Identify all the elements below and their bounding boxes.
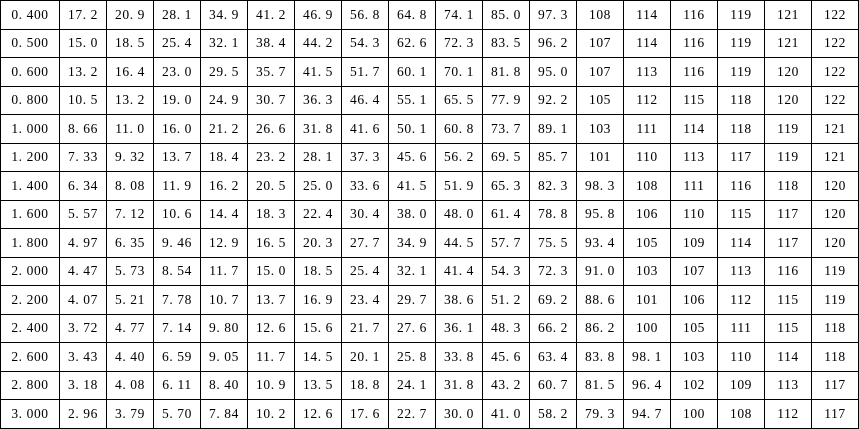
table-cell-value: 16. 0 (154, 115, 201, 144)
table-cell-value: 23. 4 (342, 286, 389, 315)
table-cell-value: 54. 3 (483, 257, 530, 286)
table-cell-value: 116 (765, 257, 812, 286)
table-cell-value: 27. 6 (389, 314, 436, 343)
table-cell-value: 114 (671, 115, 718, 144)
table-cell-value: 81. 8 (483, 58, 530, 87)
table-cell-value: 9. 05 (201, 343, 248, 372)
table-cell-value: 38. 0 (389, 200, 436, 229)
table-cell-value: 38. 4 (248, 29, 295, 58)
table-cell-value: 51. 7 (342, 58, 389, 87)
table-cell-value: 19. 0 (154, 86, 201, 115)
table-cell-value: 2. 96 (60, 400, 107, 429)
table-cell-value: 24. 9 (201, 86, 248, 115)
table-cell-value: 118 (812, 314, 859, 343)
table-cell-value: 120 (812, 200, 859, 229)
table-cell-value: 25. 4 (154, 29, 201, 58)
table-cell-value: 119 (718, 29, 765, 58)
table-cell-value: 51. 9 (436, 172, 483, 201)
table-cell-value: 117 (765, 229, 812, 258)
table-cell-value: 4. 97 (60, 229, 107, 258)
table-cell-value: 92. 2 (530, 86, 577, 115)
table-cell-value: 113 (671, 143, 718, 172)
table-cell-value: 98. 1 (624, 343, 671, 372)
table-cell-index: 0. 600 (1, 58, 60, 87)
table-cell-value: 108 (718, 400, 765, 429)
table-cell-value: 56. 2 (436, 143, 483, 172)
table-cell-value: 116 (671, 1, 718, 30)
table-cell-value: 11. 9 (154, 172, 201, 201)
table-cell-value: 10. 5 (60, 86, 107, 115)
table-cell-index: 2. 000 (1, 257, 60, 286)
table-cell-value: 14. 4 (201, 200, 248, 229)
table-cell-value: 109 (671, 229, 718, 258)
table-cell-value: 13. 7 (154, 143, 201, 172)
table-cell-value: 16. 2 (201, 172, 248, 201)
table-cell-value: 7. 14 (154, 314, 201, 343)
table-row (1, 86, 859, 115)
table-cell-value: 100 (671, 400, 718, 429)
table-row (1, 29, 859, 58)
table-cell-value: 5. 21 (107, 286, 154, 315)
table-cell-value: 111 (718, 314, 765, 343)
table-row (1, 58, 859, 87)
table-cell-value: 31. 8 (436, 371, 483, 400)
table-cell-value: 105 (671, 314, 718, 343)
table-cell-value: 48. 3 (483, 314, 530, 343)
table-cell-value: 15. 6 (295, 314, 342, 343)
table-cell-value: 30. 7 (248, 86, 295, 115)
table-cell-value: 58. 2 (530, 400, 577, 429)
table-cell-value: 60. 8 (436, 115, 483, 144)
table-cell-value: 13. 2 (107, 86, 154, 115)
table-cell-value: 13. 5 (295, 371, 342, 400)
table-cell-index: 2. 200 (1, 286, 60, 315)
table-row (1, 314, 859, 343)
table-cell-value: 122 (812, 29, 859, 58)
table-cell-index: 1. 400 (1, 172, 60, 201)
table-cell-value: 115 (671, 86, 718, 115)
table-cell-value: 79. 3 (577, 400, 624, 429)
table-row (1, 115, 859, 144)
table-cell-value: 107 (577, 29, 624, 58)
table-cell-value: 27. 7 (342, 229, 389, 258)
table-cell-value: 16. 9 (295, 286, 342, 315)
table-cell-value: 119 (718, 1, 765, 30)
table-cell-value: 119 (718, 58, 765, 87)
table-cell-value: 32. 1 (389, 257, 436, 286)
table-cell-value: 8. 40 (201, 371, 248, 400)
table-cell-value: 75. 5 (530, 229, 577, 258)
table-cell-value: 55. 1 (389, 86, 436, 115)
table-cell-value: 41. 0 (483, 400, 530, 429)
table-cell-value: 10. 9 (248, 371, 295, 400)
table-cell-index: 0. 400 (1, 1, 60, 30)
table-cell-value: 6. 59 (154, 343, 201, 372)
table-cell-value: 4. 77 (107, 314, 154, 343)
table-cell-value: 111 (624, 115, 671, 144)
table-cell-value: 120 (812, 229, 859, 258)
table-cell-value: 43. 2 (483, 371, 530, 400)
table-cell-value: 48. 0 (436, 200, 483, 229)
table-cell-value: 113 (765, 371, 812, 400)
table-cell-value: 25. 0 (295, 172, 342, 201)
table-cell-value: 17. 2 (60, 1, 107, 30)
table-cell-value: 5. 70 (154, 400, 201, 429)
table-cell-value: 118 (718, 86, 765, 115)
table-cell-value: 72. 3 (436, 29, 483, 58)
table-cell-value: 15. 0 (60, 29, 107, 58)
table-cell-value: 33. 6 (342, 172, 389, 201)
table-cell-value: 120 (812, 172, 859, 201)
table-cell-value: 120 (765, 58, 812, 87)
table-cell-value: 10. 7 (201, 286, 248, 315)
table-cell-value: 118 (718, 115, 765, 144)
table-cell-value: 69. 5 (483, 143, 530, 172)
table-row (1, 371, 859, 400)
table-cell-value: 21. 2 (201, 115, 248, 144)
table-cell-value: 38. 6 (436, 286, 483, 315)
table-cell-value: 118 (812, 343, 859, 372)
table-cell-value: 18. 3 (248, 200, 295, 229)
table-cell-value: 16. 4 (107, 58, 154, 87)
table-cell-value: 62. 6 (389, 29, 436, 58)
table-cell-value: 115 (765, 314, 812, 343)
table-cell-value: 50. 1 (389, 115, 436, 144)
table-cell-value: 7. 84 (201, 400, 248, 429)
table-cell-value: 3. 72 (60, 314, 107, 343)
table-cell-value: 81. 5 (577, 371, 624, 400)
table-cell-value: 34. 9 (389, 229, 436, 258)
table-cell-value: 46. 9 (295, 1, 342, 30)
table-cell-index: 2. 600 (1, 343, 60, 372)
table-cell-value: 103 (624, 257, 671, 286)
table-cell-value: 16. 5 (248, 229, 295, 258)
table-cell-value: 9. 80 (201, 314, 248, 343)
table-cell-value: 117 (718, 143, 765, 172)
table-cell-value: 28. 1 (295, 143, 342, 172)
table-row (1, 172, 859, 201)
table-cell-value: 25. 8 (389, 343, 436, 372)
table-cell-value: 6. 34 (60, 172, 107, 201)
table-cell-value: 119 (812, 286, 859, 315)
table-cell-index: 2. 800 (1, 371, 60, 400)
table-cell-value: 20. 1 (342, 343, 389, 372)
table-cell-index: 3. 000 (1, 400, 60, 429)
table-cell-value: 44. 2 (295, 29, 342, 58)
table-cell-value: 114 (624, 29, 671, 58)
table-cell-value: 5. 73 (107, 257, 154, 286)
table-cell-value: 60. 1 (389, 58, 436, 87)
table-cell-value: 12. 9 (201, 229, 248, 258)
table-cell-value: 119 (765, 143, 812, 172)
table-cell-value: 91. 0 (577, 257, 624, 286)
table-cell-value: 119 (765, 115, 812, 144)
table-cell-value: 24. 1 (389, 371, 436, 400)
table-row (1, 200, 859, 229)
table-row (1, 400, 859, 429)
table-row (1, 143, 859, 172)
table-cell-value: 69. 2 (530, 286, 577, 315)
table-cell-value: 122 (812, 86, 859, 115)
table-cell-value: 82. 3 (530, 172, 577, 201)
table-cell-value: 121 (765, 29, 812, 58)
table-cell-value: 3. 79 (107, 400, 154, 429)
table-cell-value: 12. 6 (295, 400, 342, 429)
table-cell-value: 106 (671, 286, 718, 315)
table-cell-value: 107 (577, 58, 624, 87)
table-cell-value: 41. 4 (436, 257, 483, 286)
table-cell-value: 23. 0 (154, 58, 201, 87)
table-cell-value: 20. 5 (248, 172, 295, 201)
table-cell-value: 65. 5 (436, 86, 483, 115)
table-cell-value: 5. 57 (60, 200, 107, 229)
table-cell-value: 7. 12 (107, 200, 154, 229)
table-cell-value: 18. 5 (107, 29, 154, 58)
table-cell-value: 108 (577, 1, 624, 30)
table-cell-value: 28. 1 (154, 1, 201, 30)
table-cell-value: 8. 08 (107, 172, 154, 201)
table-cell-index: 0. 800 (1, 86, 60, 115)
table-cell-value: 12. 6 (248, 314, 295, 343)
table-cell-value: 37. 3 (342, 143, 389, 172)
table-cell-value: 22. 4 (295, 200, 342, 229)
table-cell-value: 33. 8 (436, 343, 483, 372)
table-cell-value: 122 (812, 1, 859, 30)
table-cell-value: 111 (671, 172, 718, 201)
table-cell-index: 2. 400 (1, 314, 60, 343)
table-cell-value: 70. 1 (436, 58, 483, 87)
table-cell-value: 10. 6 (154, 200, 201, 229)
table-cell-value: 63. 4 (530, 343, 577, 372)
table-cell-value: 26. 6 (248, 115, 295, 144)
table-cell-value: 95. 8 (577, 200, 624, 229)
table-body (1, 1, 859, 429)
table-cell-value: 57. 7 (483, 229, 530, 258)
table-cell-index: 1. 800 (1, 229, 60, 258)
table-cell-value: 116 (718, 172, 765, 201)
table-cell-value: 107 (671, 257, 718, 286)
table-cell-value: 30. 0 (436, 400, 483, 429)
table-cell-value: 110 (718, 343, 765, 372)
table-cell-value: 15. 0 (248, 257, 295, 286)
table-cell-value: 117 (812, 371, 859, 400)
table-cell-value: 112 (765, 400, 812, 429)
table-cell-value: 8. 66 (60, 115, 107, 144)
table-cell-value: 103 (577, 115, 624, 144)
table-cell-value: 41. 5 (389, 172, 436, 201)
table-cell-value: 4. 07 (60, 286, 107, 315)
table-cell-value: 11. 0 (107, 115, 154, 144)
table-cell-value: 117 (812, 400, 859, 429)
table-cell-value: 113 (624, 58, 671, 87)
table-cell-value: 17. 6 (342, 400, 389, 429)
table-cell-value: 7. 33 (60, 143, 107, 172)
table-cell-value: 56. 8 (342, 1, 389, 30)
table-cell-value: 45. 6 (483, 343, 530, 372)
table-cell-value: 72. 3 (530, 257, 577, 286)
table-cell-value: 112 (624, 86, 671, 115)
table-cell-value: 105 (624, 229, 671, 258)
table-row (1, 286, 859, 315)
table-cell-value: 64. 8 (389, 1, 436, 30)
table-cell-value: 45. 6 (389, 143, 436, 172)
table-cell-value: 7. 78 (154, 286, 201, 315)
table-cell-value: 119 (812, 257, 859, 286)
table-cell-value: 93. 4 (577, 229, 624, 258)
table-cell-value: 83. 8 (577, 343, 624, 372)
table-cell-value: 117 (765, 200, 812, 229)
table-cell-value: 73. 7 (483, 115, 530, 144)
table-cell-value: 51. 2 (483, 286, 530, 315)
table-cell-value: 3. 43 (60, 343, 107, 372)
table-cell-value: 88. 6 (577, 286, 624, 315)
table-cell-value: 113 (718, 257, 765, 286)
table-cell-value: 114 (718, 229, 765, 258)
table-cell-value: 121 (812, 143, 859, 172)
table-cell-index: 1. 600 (1, 200, 60, 229)
table-cell-index: 0. 500 (1, 29, 60, 58)
table-cell-value: 115 (765, 286, 812, 315)
table-cell-value: 122 (812, 58, 859, 87)
table-row (1, 343, 859, 372)
table-cell-value: 18. 4 (201, 143, 248, 172)
table-cell-value: 100 (624, 314, 671, 343)
table-cell-value: 94. 7 (624, 400, 671, 429)
table-cell-value: 34. 9 (201, 1, 248, 30)
table-cell-value: 3. 18 (60, 371, 107, 400)
table-cell-value: 35. 7 (248, 58, 295, 87)
table-cell-value: 105 (577, 86, 624, 115)
table-cell-value: 74. 1 (436, 1, 483, 30)
table-cell-value: 65. 3 (483, 172, 530, 201)
table-row (1, 229, 859, 258)
table-cell-value: 4. 47 (60, 257, 107, 286)
table-cell-value: 61. 4 (483, 200, 530, 229)
table-cell-value: 9. 32 (107, 143, 154, 172)
table-cell-value: 116 (671, 29, 718, 58)
table-cell-value: 114 (624, 1, 671, 30)
table-cell-value: 86. 2 (577, 314, 624, 343)
table-cell-value: 108 (624, 172, 671, 201)
table-cell-value: 41. 5 (295, 58, 342, 87)
table-cell-value: 78. 8 (530, 200, 577, 229)
table-cell-value: 9. 46 (154, 229, 201, 258)
table-cell-value: 13. 2 (60, 58, 107, 87)
table-cell-value: 10. 2 (248, 400, 295, 429)
table-cell-value: 102 (671, 371, 718, 400)
table-row (1, 1, 859, 30)
table-cell-value: 46. 4 (342, 86, 389, 115)
table-cell-value: 121 (812, 115, 859, 144)
table-cell-value: 66. 2 (530, 314, 577, 343)
table-cell-value: 31. 8 (295, 115, 342, 144)
table-cell-value: 18. 8 (342, 371, 389, 400)
table-cell-value: 97. 3 (530, 1, 577, 30)
table-row (1, 257, 859, 286)
table-cell-value: 14. 5 (295, 343, 342, 372)
table-cell-value: 77. 9 (483, 86, 530, 115)
table-cell-value: 114 (765, 343, 812, 372)
table-cell-value: 101 (624, 286, 671, 315)
table-cell-value: 109 (718, 371, 765, 400)
table-cell-value: 6. 11 (154, 371, 201, 400)
table-cell-value: 32. 1 (201, 29, 248, 58)
table-cell-value: 120 (765, 86, 812, 115)
table-cell-value: 29. 5 (201, 58, 248, 87)
table-cell-value: 8. 54 (154, 257, 201, 286)
table-cell-value: 22. 7 (389, 400, 436, 429)
table-cell-value: 110 (624, 143, 671, 172)
table-cell-value: 106 (624, 200, 671, 229)
table-cell-value: 121 (765, 1, 812, 30)
table-cell-value: 115 (718, 200, 765, 229)
table-cell-value: 85. 7 (530, 143, 577, 172)
table-cell-value: 23. 2 (248, 143, 295, 172)
table-cell-value: 103 (671, 343, 718, 372)
table-cell-value: 118 (765, 172, 812, 201)
table-cell-index: 1. 000 (1, 115, 60, 144)
table-cell-value: 29. 7 (389, 286, 436, 315)
table-cell-value: 11. 7 (201, 257, 248, 286)
table-cell-value: 96. 4 (624, 371, 671, 400)
table-cell-value: 36. 3 (295, 86, 342, 115)
table-cell-value: 101 (577, 143, 624, 172)
table-cell-value: 4. 08 (107, 371, 154, 400)
table-cell-value: 112 (718, 286, 765, 315)
table-cell-value: 96. 2 (530, 29, 577, 58)
table-cell-value: 110 (671, 200, 718, 229)
table-cell-value: 116 (671, 58, 718, 87)
table-cell-value: 20. 3 (295, 229, 342, 258)
table-cell-value: 54. 3 (342, 29, 389, 58)
table-cell-value: 11. 7 (248, 343, 295, 372)
table-cell-value: 95. 0 (530, 58, 577, 87)
table-cell-value: 41. 2 (248, 1, 295, 30)
table-cell-value: 30. 4 (342, 200, 389, 229)
table-cell-value: 85. 0 (483, 1, 530, 30)
table-cell-value: 83. 5 (483, 29, 530, 58)
table-cell-value: 13. 7 (248, 286, 295, 315)
table-cell-value: 4. 40 (107, 343, 154, 372)
table-cell-value: 60. 7 (530, 371, 577, 400)
table-cell-value: 25. 4 (342, 257, 389, 286)
table-cell-value: 21. 7 (342, 314, 389, 343)
table-cell-value: 18. 5 (295, 257, 342, 286)
table-cell-value: 41. 6 (342, 115, 389, 144)
table-cell-index: 1. 200 (1, 143, 60, 172)
table-cell-value: 6. 35 (107, 229, 154, 258)
table-cell-value: 89. 1 (530, 115, 577, 144)
table-cell-value: 44. 5 (436, 229, 483, 258)
table-cell-value: 98. 3 (577, 172, 624, 201)
table-cell-value: 20. 9 (107, 1, 154, 30)
table-cell-value: 36. 1 (436, 314, 483, 343)
